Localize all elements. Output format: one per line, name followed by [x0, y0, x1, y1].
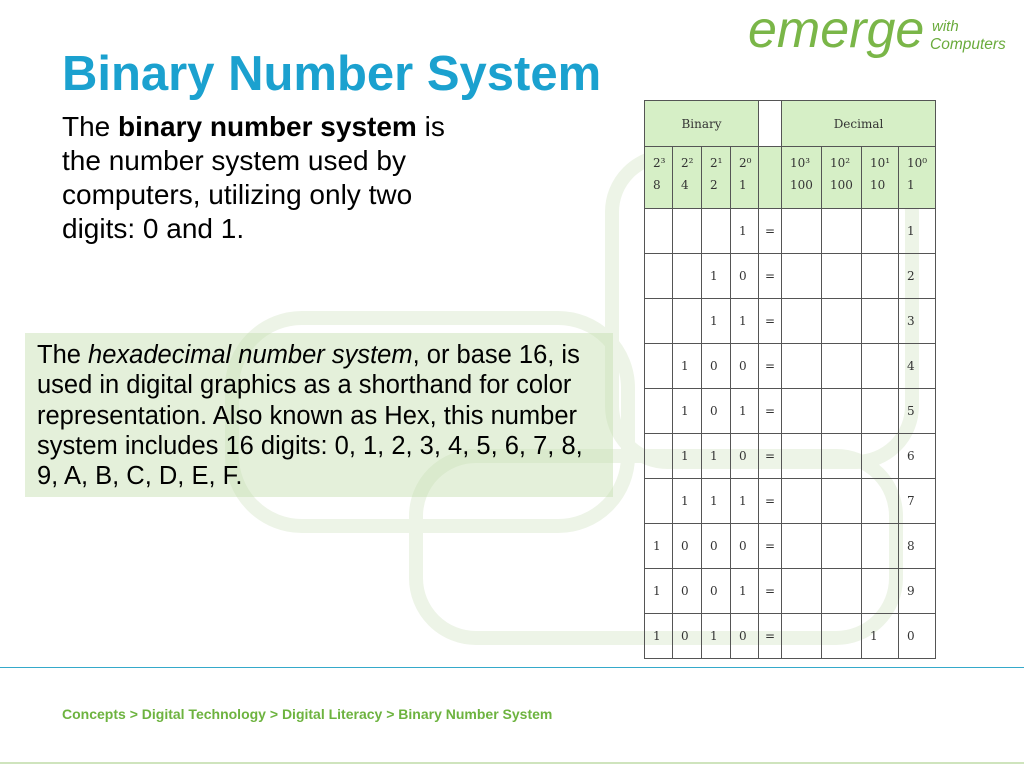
- binary-digit-cell: 1: [702, 254, 731, 299]
- decimal-digit-cell: [822, 389, 862, 434]
- intro-line: [62, 110, 445, 144]
- binary-digit-cell: 1: [731, 299, 759, 344]
- binary-digit-cell: 0: [673, 524, 702, 569]
- column-header-binary-4: [673, 147, 702, 209]
- column-header-binary-1: [731, 147, 759, 209]
- column-header-binary-2: [702, 147, 731, 209]
- table-row: [645, 299, 936, 344]
- decimal-digit-cell: [782, 434, 822, 479]
- column-power: 2²: [681, 156, 694, 170]
- binary-digit-cell: [645, 344, 673, 389]
- decimal-digit-cell: [822, 479, 862, 524]
- binary-digit-cell: 1: [731, 479, 759, 524]
- column-place-value: 8: [653, 178, 661, 192]
- binary-digit-cell: [673, 254, 702, 299]
- decimal-digit-cell: 3: [899, 299, 936, 344]
- breadcrumb-item-concepts[interactable]: Concepts: [62, 706, 126, 722]
- column-power: 10³: [790, 156, 811, 170]
- group-header-row: [645, 101, 936, 147]
- table-row: [645, 209, 936, 254]
- decimal-digit-cell: [822, 614, 862, 659]
- binary-definition: [62, 110, 445, 246]
- decimal-digit-cell: 6: [899, 434, 936, 479]
- decimal-digit-cell: [862, 524, 899, 569]
- binary-digit-cell: 0: [673, 614, 702, 659]
- binary-digit-cell: 1: [673, 434, 702, 479]
- intro-line1-tail: is: [416, 111, 445, 142]
- column-power: 10¹: [870, 156, 891, 170]
- breadcrumb: [62, 705, 552, 723]
- binary-digit-cell: [673, 209, 702, 254]
- decimal-digit-cell: [782, 254, 822, 299]
- decimal-digit-cell: 7: [899, 479, 936, 524]
- binary-digit-cell: [645, 254, 673, 299]
- breadcrumb-separator: >: [386, 706, 395, 722]
- table-row: [645, 569, 936, 614]
- binary-digit-cell: 0: [731, 524, 759, 569]
- equals-cell: =: [759, 389, 782, 434]
- decimal-digit-cell: [862, 434, 899, 479]
- binary-digit-cell: 1: [702, 434, 731, 479]
- equals-cell: =: [759, 344, 782, 389]
- binary-digit-cell: 1: [702, 479, 731, 524]
- equals-cell: =: [759, 299, 782, 344]
- footer-divider: [0, 667, 1024, 668]
- table-row: [645, 614, 936, 659]
- binary-digit-cell: [645, 299, 673, 344]
- decimal-digit-cell: [822, 434, 862, 479]
- binary-digit-cell: 1: [731, 209, 759, 254]
- intro-lead: The: [62, 111, 119, 142]
- binary-decimal-table: [644, 100, 936, 659]
- decimal-digit-cell: [822, 569, 862, 614]
- binary-digit-cell: 1: [731, 569, 759, 614]
- decimal-digit-cell: [862, 299, 899, 344]
- table-row: [645, 479, 936, 524]
- binary-digit-cell: 0: [702, 344, 731, 389]
- equals-cell: =: [759, 524, 782, 569]
- decimal-digit-cell: [782, 569, 822, 614]
- table-row: [645, 524, 936, 569]
- column-header-row: [645, 147, 936, 209]
- hexadecimal-callout: [25, 333, 613, 497]
- decimal-digit-cell: [822, 344, 862, 389]
- decimal-digit-cell: [862, 389, 899, 434]
- decimal-digit-cell: 4: [899, 344, 936, 389]
- decimal-digit-cell: [862, 254, 899, 299]
- decimal-digit-cell: 2: [899, 254, 936, 299]
- decimal-digit-cell: [782, 614, 822, 659]
- binary-digit-cell: 1: [673, 344, 702, 389]
- equals-cell: =: [759, 254, 782, 299]
- intro-line: digits: 0 and 1.: [62, 213, 245, 244]
- emerge-logo: [748, 1, 1010, 64]
- equals-cell: =: [759, 614, 782, 659]
- decimal-digit-cell: [782, 209, 822, 254]
- binary-digit-cell: 0: [673, 569, 702, 614]
- breadcrumb-item-binary-number-system[interactable]: Binary Number System: [398, 706, 553, 722]
- column-place-value: 1: [739, 178, 747, 192]
- column-place-value: 1: [907, 178, 915, 192]
- decimal-group-header: Decimal: [782, 101, 936, 147]
- column-place-value: 10: [870, 178, 886, 192]
- table-row: [645, 254, 936, 299]
- binary-digit-cell: 0: [731, 614, 759, 659]
- decimal-digit-cell: 9: [899, 569, 936, 614]
- binary-digit-cell: 0: [702, 389, 731, 434]
- equals-cell: =: [759, 569, 782, 614]
- binary-digit-cell: 1: [645, 569, 673, 614]
- hexadecimal-text: [37, 340, 583, 491]
- table-row: [645, 434, 936, 479]
- intro-term: binary number system: [118, 111, 417, 142]
- decimal-digit-cell: 8: [899, 524, 936, 569]
- decimal-digit-cell: [822, 209, 862, 254]
- breadcrumb-separator: >: [129, 706, 138, 722]
- table-row: [645, 344, 936, 389]
- binary-digit-cell: 0: [702, 524, 731, 569]
- column-header-binary-8: [645, 147, 673, 209]
- binary-digit-cell: [702, 209, 731, 254]
- decimal-digit-cell: 1: [899, 209, 936, 254]
- hex-term: hexadecimal number system: [88, 341, 413, 369]
- decimal-digit-cell: 0: [899, 614, 936, 659]
- binary-digit-cell: [645, 479, 673, 524]
- hex-line1-tail: , or base 16, is: [412, 341, 580, 369]
- binary-digit-cell: 0: [731, 254, 759, 299]
- decimal-digit-cell: [822, 254, 862, 299]
- binary-group-header: Binary: [645, 101, 759, 147]
- logo-wordmark: emerge: [748, 1, 925, 59]
- decimal-digit-cell: [822, 524, 862, 569]
- binary-digit-cell: [645, 389, 673, 434]
- decimal-digit-cell: [782, 479, 822, 524]
- binary-digit-cell: 1: [731, 389, 759, 434]
- equals-group-gap: [759, 101, 782, 147]
- hex-line: used in digital graphics as a shorthand for color: [37, 371, 572, 400]
- decimal-digit-cell: [862, 479, 899, 524]
- logo-computers: Computers: [930, 36, 1006, 53]
- column-power: 10⁰: [907, 156, 928, 170]
- table-row: [645, 389, 936, 434]
- intro-line: the number system used by: [62, 145, 406, 176]
- intro-line: computers, utilizing only two: [62, 179, 413, 210]
- decimal-digit-cell: [822, 299, 862, 344]
- column-place-value: 2: [710, 178, 718, 192]
- binary-digit-cell: 0: [731, 344, 759, 389]
- logo-with: with: [932, 18, 959, 35]
- equals-column-subheader: [759, 147, 782, 209]
- binary-digit-cell: 1: [645, 614, 673, 659]
- binary-digit-cell: [645, 434, 673, 479]
- breadcrumb-item-digital-literacy[interactable]: Digital Literacy: [281, 706, 383, 722]
- column-power: 2⁰: [739, 156, 752, 170]
- decimal-digit-cell: [782, 389, 822, 434]
- page-title: Binary Number System: [62, 47, 602, 101]
- binary-digit-cell: 1: [673, 479, 702, 524]
- hex-line: 9, A, B, C, D, E, F.: [37, 462, 243, 490]
- bottom-divider: [0, 762, 1024, 764]
- column-power: 2³: [653, 156, 666, 170]
- decimal-digit-cell: 1: [862, 614, 899, 659]
- binary-digit-cell: 0: [702, 569, 731, 614]
- binary-digit-cell: 0: [731, 434, 759, 479]
- decimal-digit-cell: 5: [899, 389, 936, 434]
- decimal-digit-cell: [862, 569, 899, 614]
- binary-digit-cell: 1: [673, 389, 702, 434]
- column-header-decimal-hundreds: [822, 147, 862, 209]
- binary-digit-cell: 1: [645, 524, 673, 569]
- decimal-digit-cell: [862, 344, 899, 389]
- table-body: [645, 209, 936, 659]
- binary-digit-cell: 1: [702, 299, 731, 344]
- hex-line: representation. Also known as Hex, this number: [37, 401, 578, 430]
- column-place-value: 4: [681, 178, 689, 192]
- column-header-decimal-tens: [862, 147, 899, 209]
- decimal-digit-cell: [782, 344, 822, 389]
- breadcrumb-separator: >: [269, 706, 279, 722]
- binary-digit-cell: 1: [702, 614, 731, 659]
- equals-cell: =: [759, 434, 782, 479]
- binary-digit-cell: [673, 299, 702, 344]
- equals-cell: =: [759, 479, 782, 524]
- decimal-digit-cell: [862, 209, 899, 254]
- column-power: 2¹: [710, 156, 723, 170]
- hex-lead: The: [37, 341, 89, 369]
- decimal-digit-cell: [782, 299, 822, 344]
- breadcrumb-item-digital-technology[interactable]: Digital Technology: [141, 706, 266, 722]
- binary-digit-cell: [645, 209, 673, 254]
- column-power: 10²: [830, 156, 851, 170]
- column-place-value: 100: [790, 178, 813, 192]
- column-place-value: 100: [830, 178, 853, 192]
- equals-cell: =: [759, 209, 782, 254]
- column-header-decimal-thousands: [782, 147, 822, 209]
- hex-line: system includes 16 digits: 0, 1, 2, 3, 4, 5, 6, 7, 8,: [37, 431, 583, 460]
- decimal-digit-cell: [782, 524, 822, 569]
- hex-line: [37, 340, 583, 370]
- column-header-decimal-ones: [899, 147, 936, 209]
